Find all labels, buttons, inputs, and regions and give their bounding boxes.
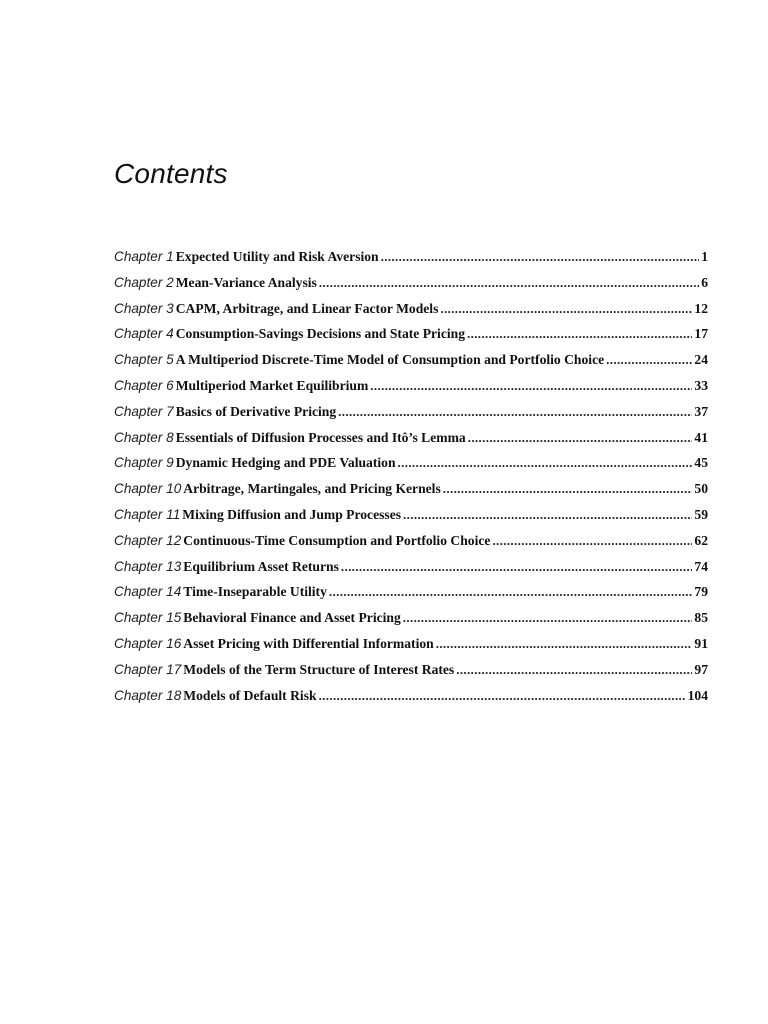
page-number: 24 [694,352,708,368]
toc-entry-4[interactable] [114,321,708,347]
chapter-number: Chapter 11 [114,506,181,522]
dot-leader [443,476,693,502]
dot-leader [467,321,692,347]
dot-leader [370,373,692,399]
dot-leader [329,579,693,605]
dot-leader [319,683,686,709]
dot-leader [403,605,693,631]
toc-entry-9[interactable] [114,450,708,476]
chapter-number: Chapter 4 [114,326,174,342]
page-number: 74 [694,558,708,574]
chapter-title: Models of Default Risk [183,687,317,703]
chapter-title: Time-Inseparable Utility [183,584,327,600]
chapter-title: Equilibrium Asset Returns [183,558,339,574]
page-number: 104 [687,687,708,703]
chapter-title: Arbitrage, Martingales, and Pricing Kernels [183,481,441,497]
chapter-number: Chapter 3 [114,300,174,316]
chapter-title: Asset Pricing with Differential Information [183,635,434,651]
chapter-number: Chapter 5 [114,352,174,368]
chapter-title: Continuous-Time Consumption and Portfolio Choice [183,532,491,548]
toc-entry-12[interactable] [114,528,708,554]
toc-entry-13[interactable] [114,554,708,580]
dot-leader [456,657,692,683]
chapter-number: Chapter 12 [114,532,182,548]
chapter-title: Behavioral Finance and Asset Pricing [183,610,401,626]
chapter-number: Chapter 14 [114,584,182,600]
chapter-title: Models of the Term Structure of Interest Rates [183,661,455,677]
dot-leader [338,399,692,425]
chapter-number: Chapter 1 [114,249,174,264]
dot-leader [319,270,699,296]
page-number: 50 [694,481,708,497]
chapter-title: Essentials of Diffusion Processes and Itô’s Lemma [175,429,466,445]
page-number: 41 [694,429,708,445]
toc-entry-14[interactable] [114,579,708,605]
toc-entry-16[interactable] [114,631,708,657]
chapter-title: Mixing Diffusion and Jump Processes [182,506,402,522]
dot-leader [398,450,693,476]
chapter-number: Chapter 13 [114,558,182,574]
table-of-contents [114,244,708,708]
dot-leader [468,425,693,451]
toc-entry-1[interactable] [114,244,708,270]
page-number: 85 [694,610,708,626]
dot-leader [381,244,700,270]
chapter-number: Chapter 2 [114,274,174,290]
chapter-title: Consumption-Savings Decisions and State Pricing [175,326,465,342]
chapter-title: Dynamic Hedging and PDE Valuation [175,455,396,471]
chapter-number: Chapter 7 [114,403,174,419]
contents-heading: Contents [114,158,228,189]
chapter-title: Mean-Variance Analysis [175,274,317,290]
page-number: 59 [694,506,708,522]
toc-entry-15[interactable] [114,605,708,631]
page-number: 97 [694,661,708,677]
chapter-title: Expected Utility and Risk Aversion [175,249,379,264]
page-number: 6 [701,274,708,290]
dot-leader [341,554,693,580]
chapter-number: Chapter 6 [114,377,174,393]
toc-entry-11[interactable] [114,502,708,528]
page-number: 33 [694,377,708,393]
chapter-number: Chapter 8 [114,429,174,445]
chapter-number: Chapter 16 [114,635,182,651]
toc-entry-8[interactable] [114,425,708,451]
toc-entry-18[interactable] [114,683,708,709]
chapter-number: Chapter 18 [114,687,182,703]
page-number: 17 [694,326,708,342]
dot-leader [440,296,692,322]
toc-entry-6[interactable] [114,373,708,399]
page-number: 45 [694,455,708,471]
chapter-title: A Multiperiod Discrete-Time Model of Consumption and Portfolio Choice [175,352,605,368]
page-number: 37 [694,403,708,419]
toc-entry-7[interactable] [114,399,708,425]
chapter-title: CAPM, Arbitrage, and Linear Factor Models [175,300,439,316]
dot-leader [606,347,692,373]
toc-entry-17[interactable] [114,657,708,683]
chapter-number: Chapter 15 [114,610,182,626]
chapter-number: Chapter 17 [114,661,182,677]
dot-leader [436,631,693,657]
toc-entry-5[interactable] [114,347,708,373]
page-number: 62 [694,532,708,548]
page-number: 79 [694,584,708,600]
dot-leader [492,528,692,554]
page-number: 91 [694,635,708,651]
toc-entry-2[interactable] [114,270,708,296]
page-number: 12 [694,300,708,316]
chapter-title: Basics of Derivative Pricing [175,403,337,419]
chapter-number: Chapter 9 [114,455,174,471]
page-number: 1 [701,249,708,264]
toc-entry-10[interactable] [114,476,708,502]
dot-leader [403,502,692,528]
chapter-number: Chapter 10 [114,481,182,497]
chapter-title: Multiperiod Market Equilibrium [175,377,369,393]
toc-entry-3[interactable] [114,296,708,322]
